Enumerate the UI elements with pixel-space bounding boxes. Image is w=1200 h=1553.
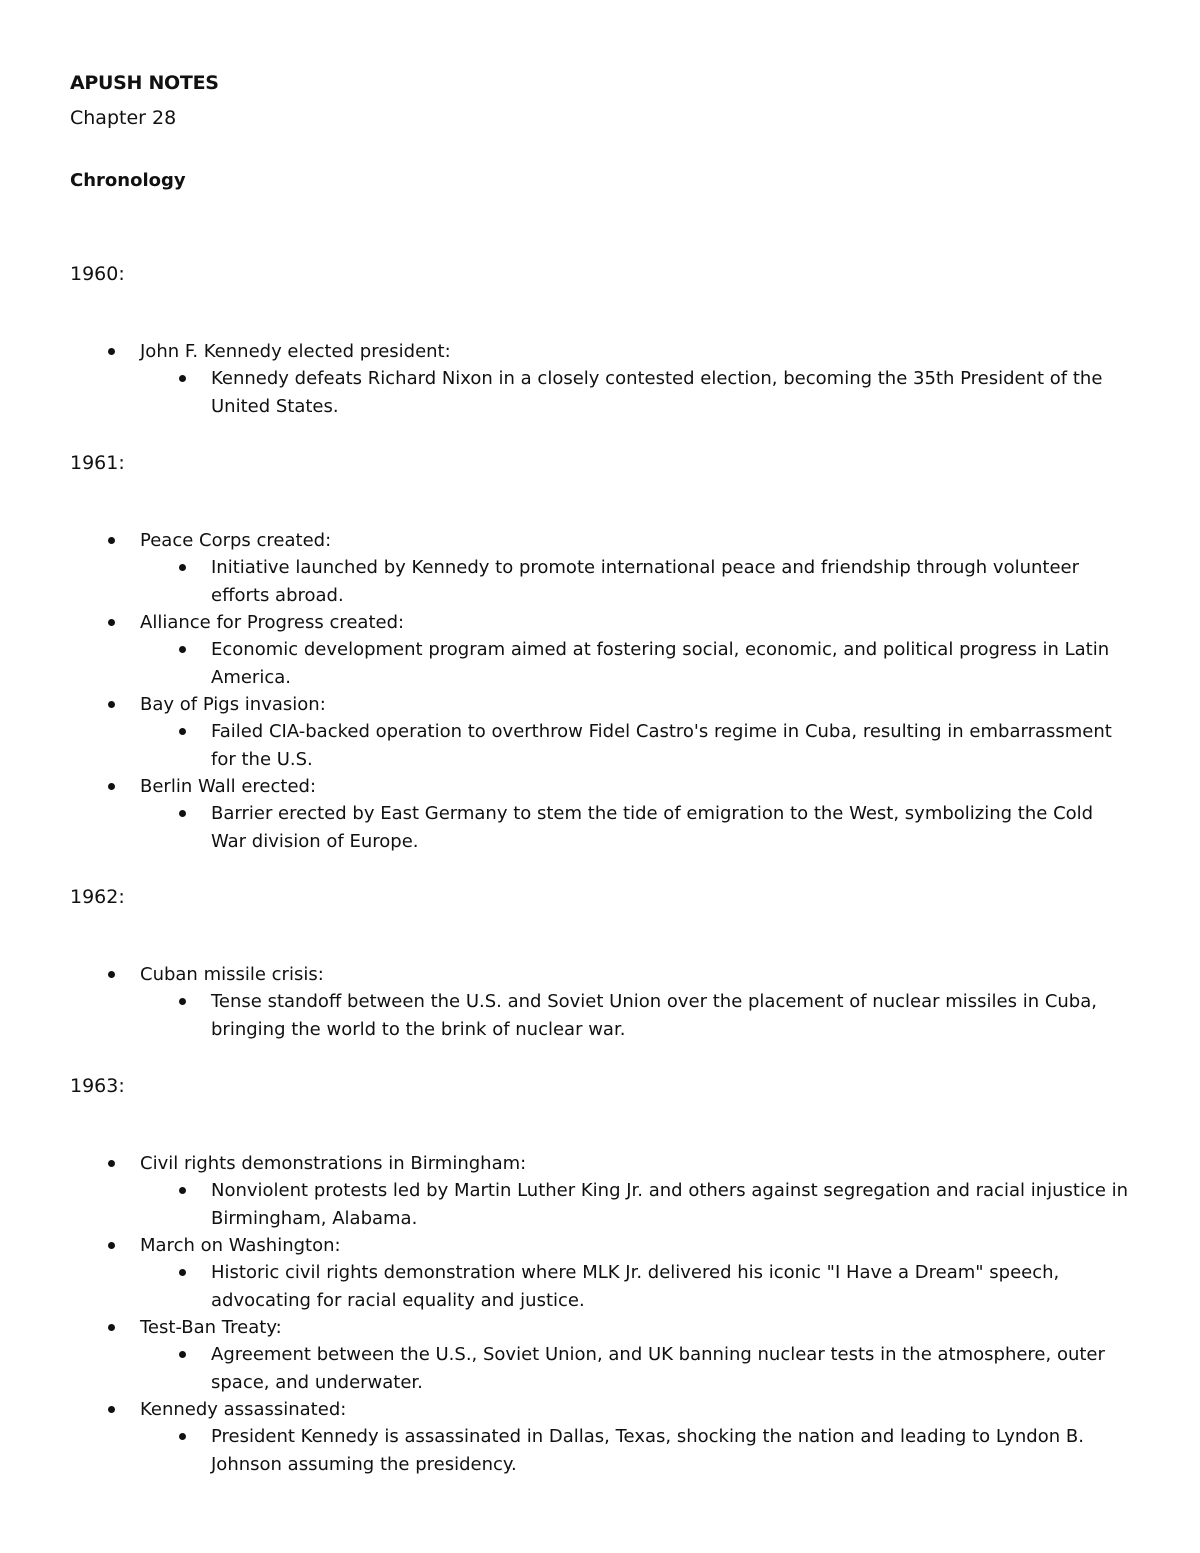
bullet-icon (179, 728, 186, 735)
bullet-icon (179, 1187, 186, 1194)
chapter-label: Chapter 28 (70, 107, 177, 129)
bullet-icon (108, 971, 115, 978)
bullet-icon (108, 1160, 115, 1167)
bullet-icon (108, 619, 115, 626)
event-title: Test-Ban Treaty: (140, 1317, 282, 1338)
year-label: 1962: (70, 886, 125, 908)
event-detail (70, 1259, 1150, 1314)
event-item (70, 1314, 1150, 1396)
year-block-1963 (70, 1073, 1150, 1478)
year-block-1960 (70, 261, 1150, 420)
event-item (70, 773, 1150, 855)
event-detail (70, 718, 1150, 773)
event-detail (70, 1177, 1150, 1232)
event-list (70, 338, 1150, 420)
event-item (70, 527, 1150, 609)
document-title: APUSH NOTES (70, 72, 219, 94)
event-item (70, 1150, 1150, 1232)
year-label: 1963: (70, 1075, 125, 1097)
bullet-icon (179, 998, 186, 1005)
bullet-icon (108, 1406, 115, 1413)
year-block-1962 (70, 884, 1150, 1043)
event-item (70, 961, 1150, 1043)
bullet-icon (179, 564, 186, 571)
event-title: March on Washington: (140, 1235, 341, 1256)
event-title: Alliance for Progress created: (140, 612, 405, 633)
event-detail (70, 636, 1150, 691)
event-list (70, 527, 1150, 855)
bullet-icon (108, 1242, 115, 1249)
event-detail-text: President Kennedy is assassinated in Dallas, Texas, shocking the nation and leading to Lyndon B. Johnson assuming the presidency. (211, 1426, 1084, 1475)
bullet-icon (179, 1433, 186, 1440)
bullet-icon (108, 783, 115, 790)
bullet-icon (108, 1324, 115, 1331)
event-list (70, 961, 1150, 1043)
bullet-icon (179, 646, 186, 653)
bullet-icon (179, 810, 186, 817)
event-detail (70, 1341, 1150, 1396)
bullet-icon (179, 1351, 186, 1358)
event-item (70, 691, 1150, 773)
event-detail-text: Barrier erected by East Germany to stem the tide of emigration to the West, symbolizing the Cold War division of Europe. (211, 803, 1094, 852)
event-detail-text: Initiative launched by Kennedy to promote international peace and friendship through volunteer efforts abroad. (211, 557, 1080, 606)
event-title: Peace Corps created: (140, 530, 332, 551)
bullet-icon (179, 1269, 186, 1276)
event-detail (70, 988, 1150, 1043)
bullet-icon (108, 701, 115, 708)
event-detail-text: Tense standoff between the U.S. and Soviet Union over the placement of nuclear missiles in Cuba, bringing the world to the brink of nuclear war. (211, 991, 1097, 1040)
bullet-icon (108, 537, 115, 544)
event-detail (70, 1423, 1150, 1478)
bullet-icon (108, 348, 115, 355)
section-heading: Chronology (70, 170, 186, 191)
event-title: Bay of Pigs invasion: (140, 694, 326, 715)
event-detail (70, 800, 1150, 855)
event-item (70, 1232, 1150, 1314)
event-list (70, 1150, 1150, 1478)
event-detail-text: Historic civil rights demonstration where MLK Jr. delivered his iconic "I Have a Dream" speech, advocating for racial equality and justice. (211, 1262, 1060, 1311)
event-title: Cuban missile crisis: (140, 964, 324, 985)
event-title: Civil rights demonstrations in Birmingham: (140, 1153, 527, 1174)
event-item (70, 609, 1150, 691)
event-detail-text: Failed CIA-backed operation to overthrow Fidel Castro's regime in Cuba, resulting in embarrassment for the U.S. (211, 721, 1112, 770)
event-item (70, 338, 1150, 420)
event-item (70, 1396, 1150, 1478)
event-detail (70, 554, 1150, 609)
event-title: John F. Kennedy elected president: (140, 341, 451, 362)
event-detail-text: Nonviolent protests led by Martin Luther King Jr. and others against segregation and racial injustice in Birmingham, Alabama. (211, 1180, 1129, 1229)
event-title: Berlin Wall erected: (140, 776, 317, 797)
event-detail-text: Kennedy defeats Richard Nixon in a closely contested election, becoming the 35th President of the United States. (211, 368, 1103, 417)
event-detail (70, 365, 1150, 420)
year-label: 1961: (70, 452, 125, 474)
event-detail-text: Economic development program aimed at fostering social, economic, and political progress in Latin America. (211, 639, 1110, 688)
event-detail-text: Agreement between the U.S., Soviet Union, and UK banning nuclear tests in the atmosphere, outer space, and underwater. (211, 1344, 1105, 1393)
year-label: 1960: (70, 263, 125, 285)
event-title: Kennedy assassinated: (140, 1399, 347, 1420)
year-block-1961 (70, 450, 1150, 855)
bullet-icon (179, 375, 186, 382)
